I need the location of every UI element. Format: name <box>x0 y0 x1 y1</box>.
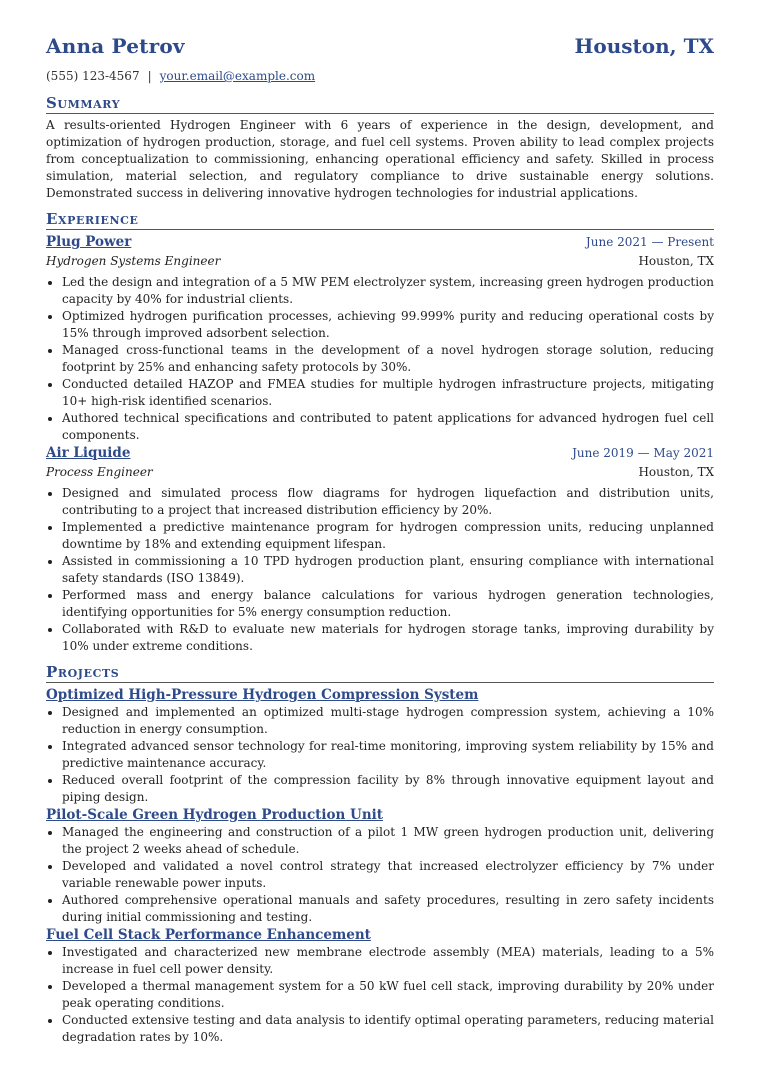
project-entry <box>46 806 714 926</box>
bullet-item: • Performed mass and energy balance calculations for various hydrogen generation technologies, identifying opportunities for 5% energy consumption reduction. <box>62 587 714 621</box>
job-location: Houston, TX <box>638 254 714 268</box>
project-bullets <box>46 704 714 806</box>
bullet-item: • Authored technical specifications and contributed to patent applications for advanced hydrogen fuel cell components. <box>62 410 714 444</box>
job-entry <box>46 233 714 444</box>
project-entry <box>46 686 714 806</box>
company-name[interactable]: Plug Power <box>46 234 132 250</box>
bullet-item: • Designed and simulated process flow diagrams for hydrogen liquefaction and distribution units, contributing to a project that increased distribution efficiency by 20%. <box>62 485 714 519</box>
bullet-item: • Implemented a predictive maintenance program for hydrogen compression units, reducing unplanned downtime by 18% and extending equipment lifespan. <box>62 519 714 553</box>
project-bullets <box>46 824 714 926</box>
bullet-item: • Assisted in commissioning a 10 TPD hydrogen production plant, ensuring compliance with international safety standards (ISO 13849). <box>62 553 714 587</box>
projects-heading: Projects <box>46 663 714 683</box>
bullet-item: • Developed and validated a novel control strategy that increased electrolyzer efficiency by 7% under variable renewable power inputs. <box>62 858 714 892</box>
company-name[interactable]: Air Liquide <box>46 445 131 461</box>
job-bullets <box>46 485 714 655</box>
job-role: Hydrogen Systems Engineer <box>46 254 221 268</box>
contact-separator: | <box>147 69 152 83</box>
bullet-item: • Conducted detailed HAZOP and FMEA studies for multiple hydrogen infrastructure projects, mitigating 10+ high-risk identified scenarios. <box>62 376 714 410</box>
project-title[interactable]: Optimized High-Pressure Hydrogen Compression System <box>46 687 479 703</box>
bullet-item: • Designed and implemented an optimized multi-stage hydrogen compression system, achieving a 10% reduction in energy consumption. <box>62 704 714 738</box>
candidate-name: Anna Petrov <box>46 34 185 58</box>
project-bullets <box>46 944 714 1046</box>
project-title[interactable]: Fuel Cell Stack Performance Enhancement <box>46 927 371 943</box>
bullet-item: • Optimized hydrogen purification processes, achieving 99.999% purity and reducing operational costs by 15% through improved adsorbent selection. <box>62 308 714 342</box>
project-title[interactable]: Pilot-Scale Green Hydrogen Production Unit <box>46 807 383 823</box>
bullet-item: • Authored comprehensive operational manuals and safety procedures, resulting in zero safety incidents during initial commissioning and testing. <box>62 892 714 926</box>
job-entry <box>46 444 714 655</box>
job-role: Process Engineer <box>46 465 153 479</box>
project-entry <box>46 926 714 1046</box>
summary-heading: Summary <box>46 94 714 114</box>
candidate-location: Houston, TX <box>574 34 714 58</box>
job-dates: June 2021 — Present <box>585 235 714 249</box>
summary-text: A results-oriented Hydrogen Engineer with 6 years of experience in the design, development, and optimization of hydrogen production, storage, and fuel cell systems. Proven ability to lead complex projects from conceptualization to commissioning, enhancing operational efficiency and safety. Skilled in process simulation, material selection, and regulatory compliance to drive sustainable energy solutions. Demonstrated success in delivering innovative hydrogen technologies for industrial applications. <box>46 118 714 200</box>
bullet-item: • Conducted extensive testing and data analysis to identify optimal operating parameters, reducing material degradation rates by 10%. <box>62 1012 714 1046</box>
job-dates: June 2019 — May 2021 <box>572 446 714 460</box>
bullet-item: • Managed the engineering and construction of a pilot 1 MW green hydrogen production unit, delivering the project 2 weeks ahead of schedule. <box>62 824 714 858</box>
bullet-item: • Integrated advanced sensor technology for real-time monitoring, improving system reliability by 15% and predictive maintenance accuracy. <box>62 738 714 772</box>
bullet-item: • Reduced overall footprint of the compression facility by 8% through innovative equipment layout and piping design. <box>62 772 714 806</box>
header <box>46 34 714 66</box>
phone-number: (555) 123-4567 <box>46 69 140 83</box>
bullet-item: • Collaborated with R&D to evaluate new materials for hydrogen storage tanks, improving durability by 10% under extreme conditions. <box>62 621 714 655</box>
job-location: Houston, TX <box>638 465 714 479</box>
contact-line <box>46 68 714 86</box>
email-link[interactable]: your.email@example.com <box>159 69 316 83</box>
bullet-item: • Managed cross-functional teams in the development of a novel hydrogen storage solution, reducing footprint by 25% and enhancing safety protocols by 30%. <box>62 342 714 376</box>
bullet-item: • Investigated and characterized new membrane electrode assembly (MEA) materials, leading to a 5% increase in fuel cell power density. <box>62 944 714 978</box>
bullet-item: • Led the design and integration of a 5 MW PEM electrolyzer system, increasing green hydrogen production capacity by 40% for industrial clients. <box>62 274 714 308</box>
job-bullets <box>46 274 714 444</box>
experience-heading: Experience <box>46 210 714 230</box>
bullet-item: • Developed a thermal management system for a 50 kW fuel cell stack, improving durability by 20% under peak operating conditions. <box>62 978 714 1012</box>
